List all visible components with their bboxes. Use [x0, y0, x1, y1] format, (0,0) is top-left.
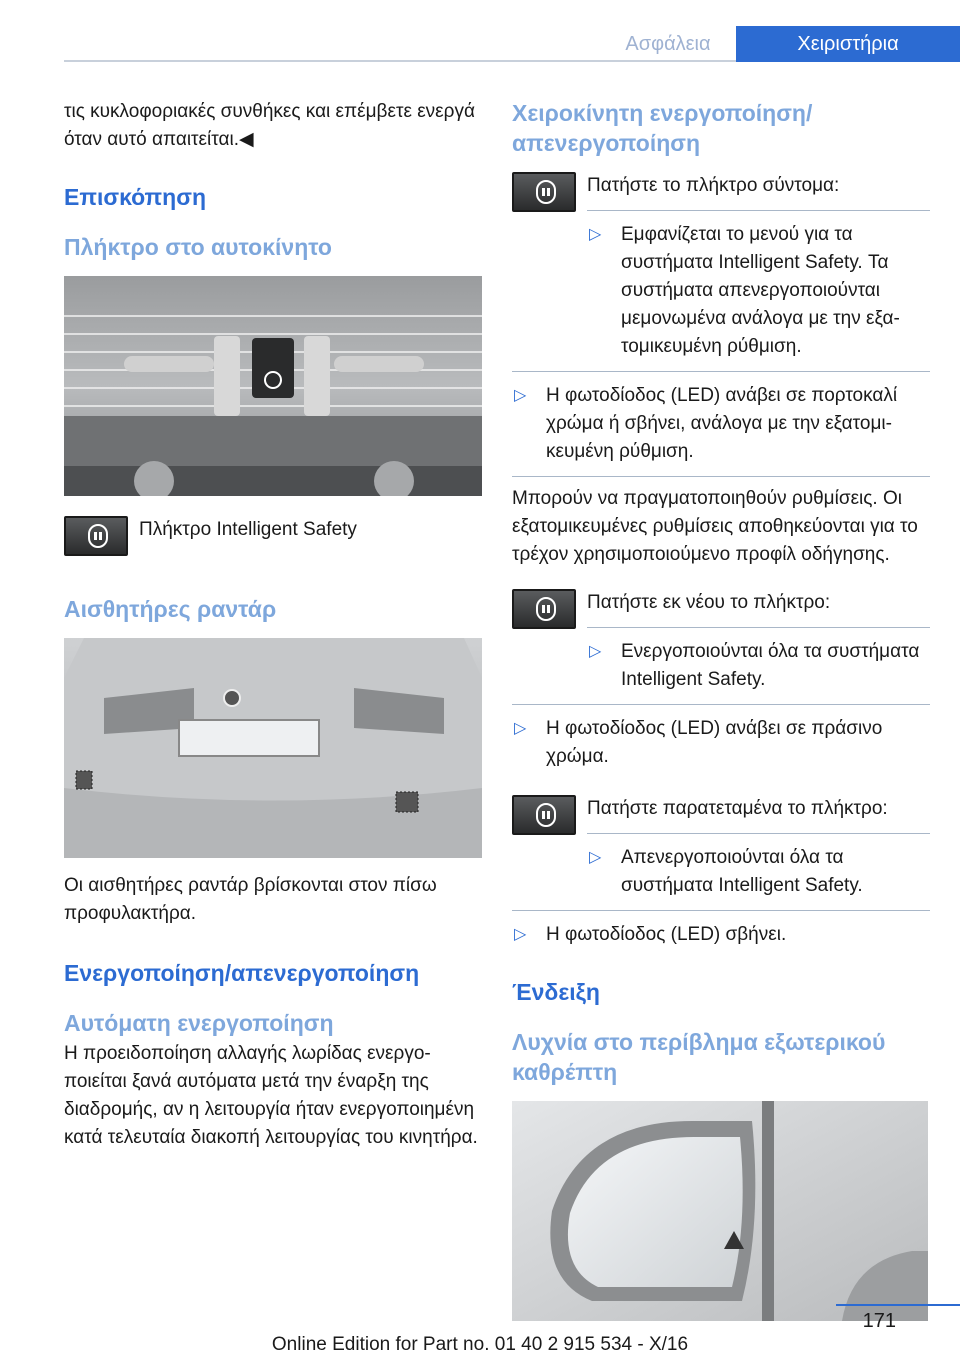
heading-activation: Ενεργοποίηση/απενεργοποίηση [64, 960, 420, 986]
divider [512, 910, 930, 911]
step2-row [512, 589, 930, 694]
step3-row [512, 795, 930, 900]
heading-mirror-light: Λυχνία στο περίβλημα εξωτερικού καθρέπτη [512, 1029, 886, 1085]
step1-row [512, 172, 930, 361]
step2-bullet2-text: Η φωτοδίοδος (LED) ανάβει σε πράσινο χρώμα. [546, 718, 883, 767]
car-rear-illustration [64, 638, 482, 858]
left-column [64, 98, 482, 1152]
car-rear-photo [64, 638, 482, 858]
divider [587, 210, 930, 211]
triangle-bullet-icon: ▷ [589, 849, 602, 866]
step3-bullet2-text: Η φωτοδίοδος (LED) σβήνει. [546, 924, 787, 945]
triangle-bullet-icon: ▷ [514, 387, 527, 404]
triangle-bullet-icon: ▷ [589, 226, 602, 243]
triangle-bullet-icon: ▷ [514, 926, 527, 943]
auto-activation-text: Η προειδοποίηση αλλαγής λωρίδας ενεργοποιείται ξανά αυτόματα μετά την έναρξη της διαδρομής, αν η λειτουργία ήταν ενεργοποιημένη κατά τελευταία διακοπή λειτουργίας του κινητήρα. [64, 1043, 478, 1148]
heading-button-in-car: Πλήκτρο στο αυτοκίνητο [64, 234, 332, 260]
intelligent-safety-button-icon [64, 516, 128, 556]
tab-controls[interactable]: Χειριστήρια [736, 26, 960, 62]
step2-instruction: Πατήστε εκ νέου το πλήκτρο: [587, 592, 831, 613]
mirror-illustration [512, 1101, 928, 1321]
step3-bullet1 [587, 844, 930, 900]
button-caption-row [64, 516, 482, 560]
step3-bullet1-text: Απενεργοποιούνται όλα τα συστήματα Intelligent Safety. [621, 847, 863, 896]
divider [587, 833, 930, 834]
intelligent-safety-button-icon [512, 172, 576, 212]
intelligent-safety-button-icon [512, 589, 576, 629]
step1-bullet1 [587, 221, 930, 361]
triangle-bullet-icon: ▷ [589, 643, 602, 660]
heading-auto-activation: Αυτόματη ενεργοποίηση [64, 1010, 334, 1036]
heading-overview: Επισκόπηση [64, 184, 206, 210]
divider [587, 627, 930, 628]
intelligent-safety-button-icon [512, 795, 576, 835]
step2-bullet1 [587, 638, 930, 694]
step3-instruction: Πατήστε παρατεταμένα το πλήκτρο: [587, 798, 888, 819]
footer-rule [836, 1304, 960, 1306]
triangle-bullet-icon: ▷ [514, 720, 527, 737]
step1-bullet1-text: Εμφανίζεται το μενού για τα συστήματα Intelligent Safety. Τα συστήματα απενεργοποιούνται μεμονωμένα ανάλογα με την εξατομικευμένη ρύθμιση. [621, 224, 900, 357]
step1-bullet2-text: Η φωτοδίοδος (LED) ανάβει σε πορτοκαλί χρώμα ή σβήνει, ανάλογα με την εξατομικευμένη ρύθμιση. [546, 385, 898, 462]
step1-instruction: Πατήστε το πλήκτρο σύντομα: [587, 175, 840, 196]
intro-paragraph: τις κυκλοφοριακές συνθήκες και επέμβετε ενεργά όταν αυτό απαιτείται.◀ [64, 101, 475, 150]
divider [512, 371, 930, 372]
heading-display: Ένδειξη [512, 979, 600, 1005]
divider [512, 476, 930, 477]
tab-safety[interactable]: Ασφάλεια [625, 33, 711, 55]
heading-radar-sensors: Αισθητήρες ραντάρ [64, 596, 277, 622]
step2-bullet1-text: Ενεργοποιούνται όλα τα συστήματα Intelligent Safety. [621, 641, 920, 690]
radar-caption: Οι αισθητήρες ραντάρ βρίσκονται στον πίσω προφυλακτήρα. [64, 875, 437, 924]
mirror-photo [512, 1101, 928, 1321]
settings-paragraph: Μπορούν να πραγματοποιηθούν ρυθμίσεις. Οι εξατομικευμένες ρυθμίσεις αποθηκεύονται για το τρέχον χρησιμοποιούμενο προφίλ οδήγησης. [512, 488, 918, 565]
page-number: 171 [862, 1310, 896, 1332]
edition-footer: Online Edition for Part no. 01 40 2 915 534 - X/16 [271, 1334, 689, 1355]
dashboard-illustration [64, 276, 482, 496]
right-column [512, 98, 930, 1321]
step2-bullet2 [512, 715, 930, 771]
button-caption: Πλήκτρο Intelligent Safety [139, 519, 357, 540]
dashboard-photo [64, 276, 482, 496]
heading-manual-activation: Χειροκίνητη ενεργοποίηση/ απενεργοποίηση [512, 100, 813, 156]
step1-bullet2 [512, 382, 930, 466]
divider [512, 704, 930, 705]
step3-bullet2 [512, 921, 930, 949]
